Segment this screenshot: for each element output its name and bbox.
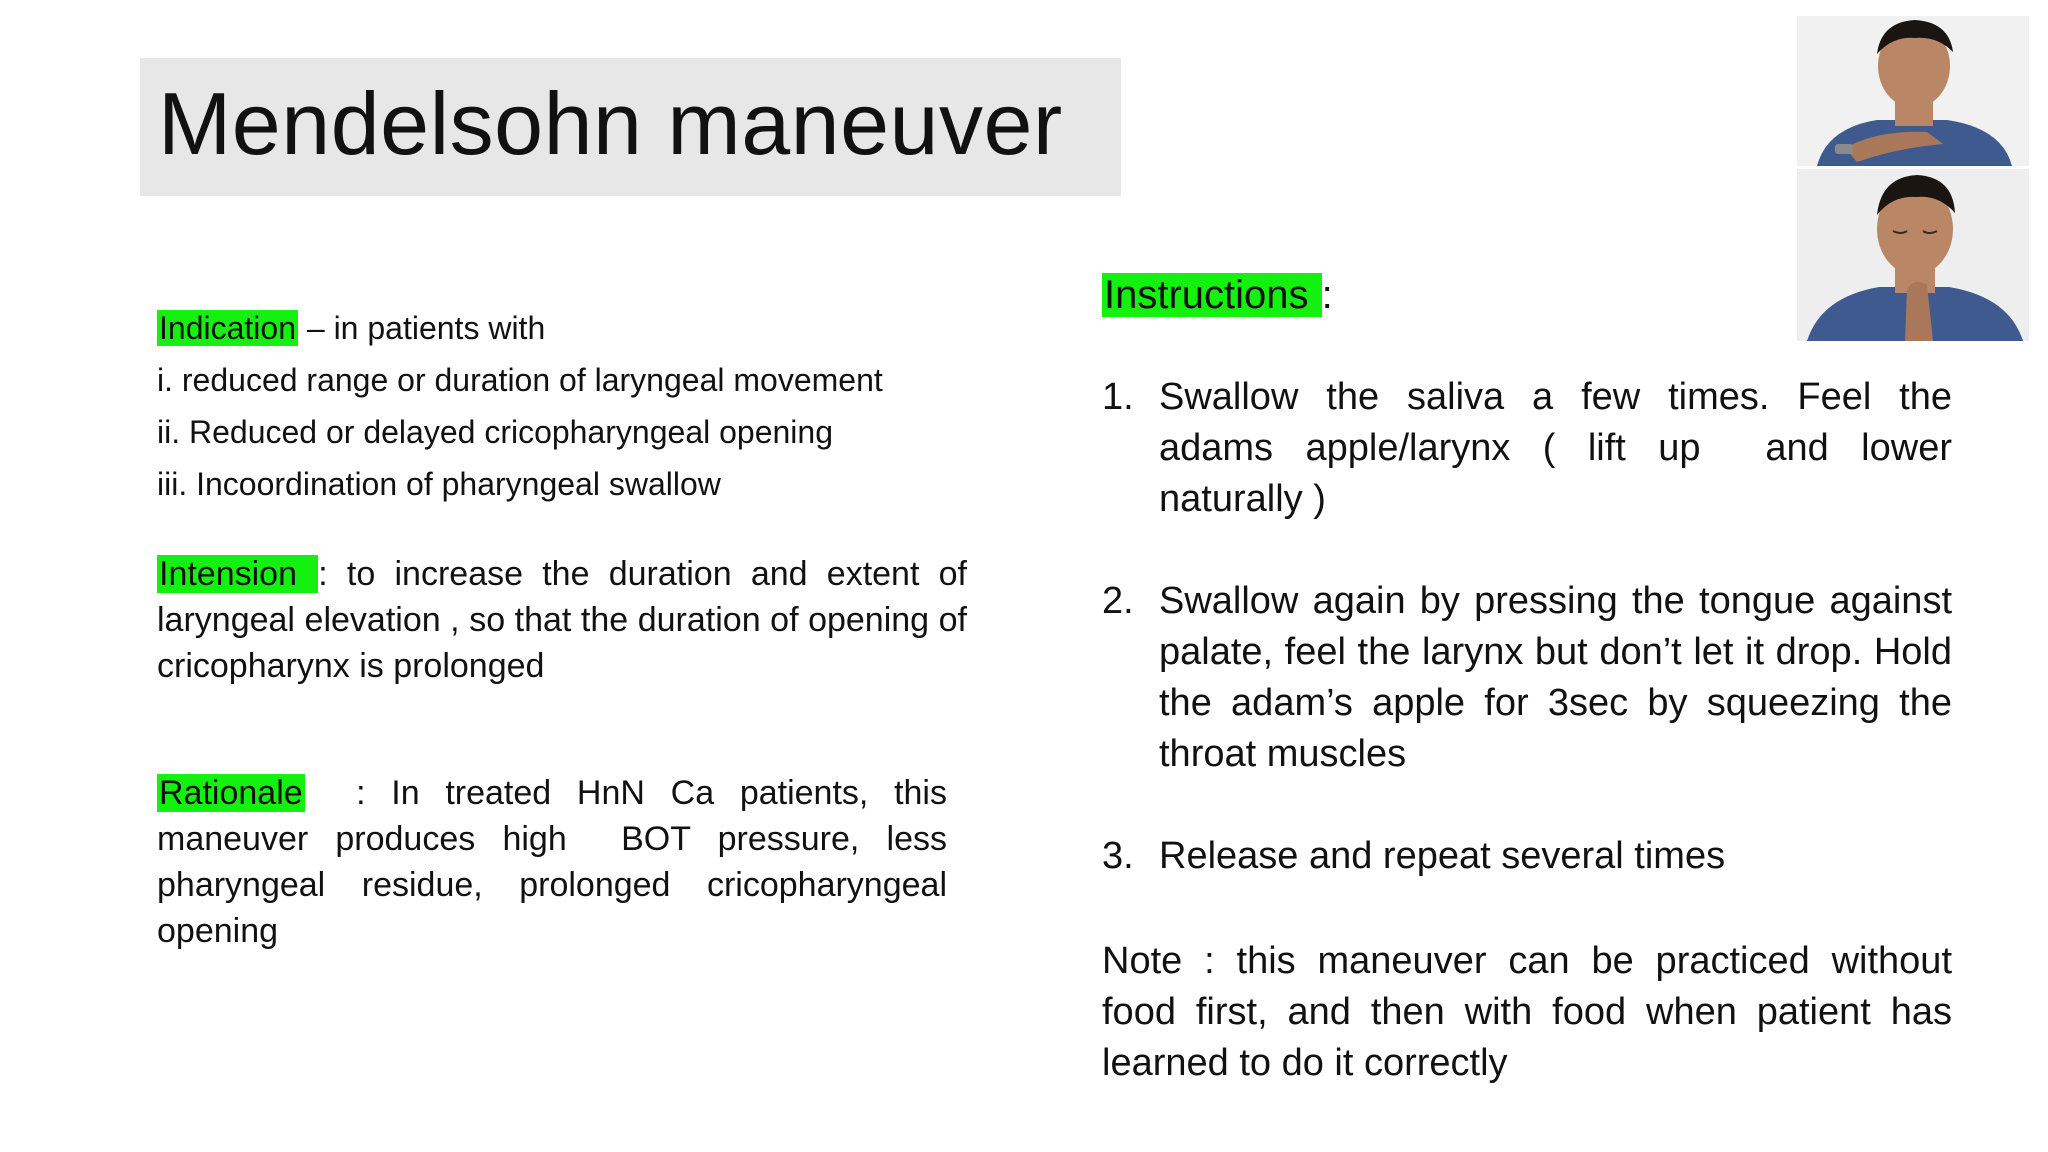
instruction-step	[1102, 831, 1952, 882]
rationale-label: Rationale	[159, 774, 303, 812]
intension-section	[157, 551, 967, 689]
indication-lead: – in patients with	[297, 310, 546, 346]
person-photo-icon	[1797, 16, 2029, 166]
instruction-step	[1102, 576, 1952, 780]
title-box	[140, 58, 1121, 196]
demo-photo-hand-on-throat	[1797, 16, 2029, 166]
indication-label: Indication	[159, 310, 296, 346]
note-paragraph: Note : this maneuver can be practiced without food first, and then with food when patient has learned to do it correctly	[1102, 940, 1952, 1084]
step-number: 2.	[1102, 580, 1134, 622]
instruction-step	[1102, 372, 1963, 525]
slide-title: Mendelsohn maneuver	[158, 74, 1063, 173]
step-number: 1.	[1102, 376, 1134, 418]
instruction-steps	[1102, 372, 1963, 933]
rationale-paragraph	[157, 770, 957, 954]
rationale-section	[157, 770, 957, 954]
step-text: Swallow the saliva a few times. Feel the adams apple/larynx ( lift up and lower naturally )	[1159, 376, 1963, 520]
step-text: Swallow again by pressing the tongue against palate, feel the larynx but don’t let it drop. Hold the adam’s apple for 3sec by squeezing the throat muscles	[1159, 580, 1952, 775]
demo-photo-fingers-on-larynx	[1797, 169, 2029, 341]
instructions-colon: :	[1321, 273, 1333, 317]
indication-item: ii. Reduced or delayed cricopharyngeal opening	[157, 414, 833, 450]
rationale-text: : In treated HnN Ca patients, this maneuver produces high BOT pressure, less pharyngeal residue, prolonged cricopharyngeal opening	[157, 774, 957, 950]
intension-label: Intension	[159, 555, 317, 593]
indication-section	[157, 302, 967, 510]
indication-item: iii. Incoordination of pharyngeal swallow	[157, 466, 721, 502]
step-number: 3.	[1102, 835, 1134, 877]
indication-item: i. reduced range or duration of laryngeal movement	[157, 362, 883, 398]
step-text: Release and repeat several times	[1159, 835, 1726, 877]
indication-heading-line	[157, 302, 967, 354]
person-photo-icon	[1797, 169, 2029, 341]
intension-paragraph	[157, 551, 967, 689]
instructions-label: Instructions	[1104, 273, 1320, 317]
intension-text: : to increase the duration and extent of laryngeal elevation , so that the duration of opening of cricopharynx is prolonged	[157, 555, 967, 685]
